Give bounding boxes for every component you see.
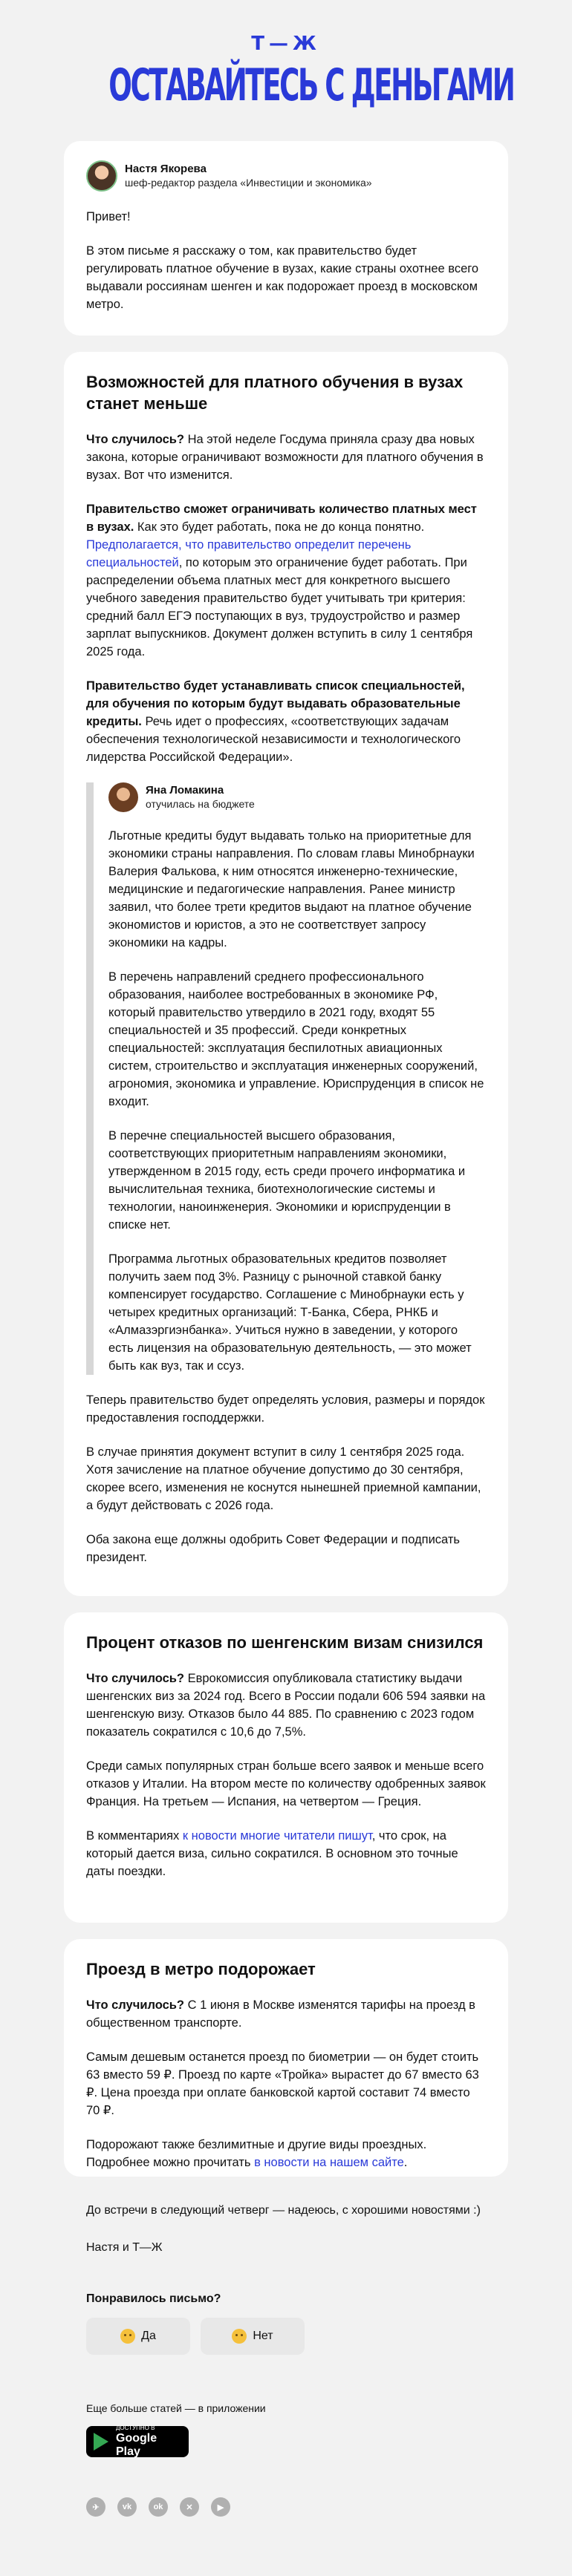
article-paragraph: Подорожают также безлимитные и другие виды проездных. Подробнее можно прочитать в новости на нашем сайте. [86,2138,427,2169]
greeting: Привет! [86,210,131,223]
article-paragraph: Самым дешевым останется проезд по биометрии — он будет стоить 63 вместо 59 ₽. Проезд по карте «Тройка» вырастет до 67 вместо 63 ₽. Цена проезда при оплате банковской картой составит 74 вместо 70 ₽. [86,2050,479,2117]
google-play-icon [94,2433,108,2451]
telegram-icon[interactable]: ✈ [86,2497,105,2517]
x-icon[interactable]: ✕ [180,2497,199,2517]
article-paragraph: Что случилось? С 1 июня в Москве изменятся тарифы на проезд в общественном транспорте. [86,1998,475,2030]
quote-author-name: Яна Ломакина [146,784,224,797]
article-paragraph: Что случилось? Еврокомиссия опубликовала статистику выдачи шенгенских виз за 2024 год. Всего в России подали 606 594 заявки на шенгенскую визу. Отказов было 44 885. По сравнению с 2023 годом показатель сократился с 10,6 до 7,5%. [86,1672,486,1739]
feedback-title: Понравилось письмо? [86,2292,221,2305]
quote-author-avatar [108,782,138,812]
article-paragraph: В случае принятия документ вступит в силу 1 сентября 2025 года. Хотя зачисление на платное обучение допустимо до 30 сентября, скорее всего, изменения не коснутся нынешней приемной кампании, а будут действовать с 2026 года. [86,1445,481,1512]
email-footer [86,2202,502,2517]
article-paragraph: В комментариях к новости многие читатели пишут, что срок, на который дается виза, сильно сократился. В основном это точные даты поездки. [86,1829,458,1878]
site-news-link[interactable]: в новости на нашем сайте [254,2156,404,2169]
quote-paragraph: Льготные кредиты будут выдавать только на приоритетные для экономики страны направления. По словам главы Минобрнауки Валерия Фалькова, к ним относятся инженерно-технические, медицинские и педагогические направления. Ранее министр заявил, что более трети кредитов выдают на платное обучение экономистов и юристов, а это не соответствует запросу экономики на кадры. [108,829,475,949]
author-name: Настя Якорева [125,163,207,175]
email-header [0,0,572,141]
quote-paragraph: Программа льготных образовательных кредитов позволяет получить заем под 3%. Разницу с рыночной ставкой банку компенсирует государство. Соглашение с Минобрнауки есть у четырех кредитных организаций: Т-Банка, Сбера, РНКБ и «Алмазэргиэнбанка». Учиться нужно в заведении, у которого есть лицензия на образовательную деятельность, — это может быть как вуз, так и ссуз. [108,1252,472,1373]
social-links [86,2497,502,2517]
article-education-card [64,352,508,1596]
article-title: Проезд в метро подорожает [86,1960,316,1978]
author-avatar [86,160,117,192]
intro-text: В этом письме я расскажу о том, как правительство будет регулировать платное обучение в вузах, какие страны охотнее всего выдавали россиянам шенген и как подорожает проезд в московском метро. [86,244,479,311]
feedback-buttons [86,2318,502,2355]
quote-author [108,782,486,812]
author-block [86,160,486,192]
google-play-button[interactable]: ДОСТУПНО В Google Play [86,2426,189,2457]
quote-paragraph: В перечне специальностей высшего образования, соответствующих приоритетным направлениям экономики, утвержденном в 2015 году, есть среди прочего информатика и вычислительная техника, биотехнологические системы и технологии, наноинженерия. Экономики и юриспруденции в списке нет. [108,1129,466,1232]
article-paragraph: Что случилось? На этой неделе Госдума приняла сразу два новых закона, которые ограничивают возможности для платного обучения в вузах. Вот что изменится. [86,433,484,482]
article-paragraph: Среди самых популярных стран больше всего заявок и меньше всего отказов у Италии. На втором месте по количеству одобренных заявок Франция. На третьем — Испания, на четвертом — Греция. [86,1759,486,1808]
vk-icon[interactable]: vk [117,2497,137,2517]
newsletter-headline: ОСТАВАЙТЕСЬ С ДЕНЬГАМИ [108,59,514,111]
ok-icon[interactable]: ok [149,2497,168,2517]
article-paragraph: Правительство сможет ограничивать количество платных мест в вузах. Как это будет работать, пока не до конца понятно. Предполагается, что правительство определит перечень специальностей, по которым это ограничение будет работать. При распределении объема платных мест для конкретного высшего учебного заведения правительство будет учитывать три критерия: средний балл ЕГЭ поступающих в вуз, трудоустройство и размер зарплат выпускников. Документ должен вступить в силу 1 сентября 2025 года. [86,503,477,658]
goodbye-text: До встречи в следующий четверг — надеюсь, с хорошими новостями :) [86,2204,481,2217]
expert-quote [86,782,486,1375]
youtube-icon[interactable]: ▶ [211,2497,230,2517]
article-title: Возможностей для платного обучения в вузах станет меньше [86,373,464,413]
article-metro-card [64,1939,508,2177]
article-paragraph: Правительство будет устанавливать список специальностей, для обучения по которым будут выдавать образовательные кредиты. Речь идет о профессиях, «соответствующих задачам обеспечения технологической независимости и технологического лидерства Российской Федерации». [86,679,465,764]
quote-author-role: отучилась на бюджете [146,798,255,810]
quote-paragraph: В перечень направлений среднего профессионального образования, наиболее востребованных в экономике РФ, который правительство утвердило в 2021 году, входят 55 специальностей и 35 профессий. Среди конкретных специальностей: эксплуатация беспилотных авиационных систем, строительство и эксплуатация инженерных сооружений, агрономия, экономика и управление. Юриспруденция в список не входит. [108,970,484,1108]
sad-face-icon [232,2329,247,2344]
readers-comments-link[interactable]: к новости многие читатели пишут [182,1829,372,1843]
smile-icon [120,2329,135,2344]
app-promo-text: Еще больше статей — в приложении [86,2402,266,2414]
feedback-no-button[interactable]: Нет [201,2318,305,2355]
intro-card [64,141,508,336]
specialties-link[interactable]: Предполагается, что правительство определит перечень специальностей [86,538,412,569]
article-title: Процент отказов по шенгенским визам снизился [86,1633,484,1652]
author-role: шеф-редактор раздела «Инвестиции и экономика» [125,177,372,189]
article-schengen-card [64,1612,508,1923]
feedback-yes-button[interactable]: Да [86,2318,190,2355]
tzh-logo[interactable]: Т—Ж [251,33,321,55]
article-paragraph: Оба закона еще должны одобрить Совет Федерации и подписать президент. [86,1533,461,1564]
article-paragraph: Теперь правительство будет определять условия, размеры и порядок предоставления господдержки. [86,1393,485,1425]
signature: Настя и Т—Ж [86,2241,163,2254]
